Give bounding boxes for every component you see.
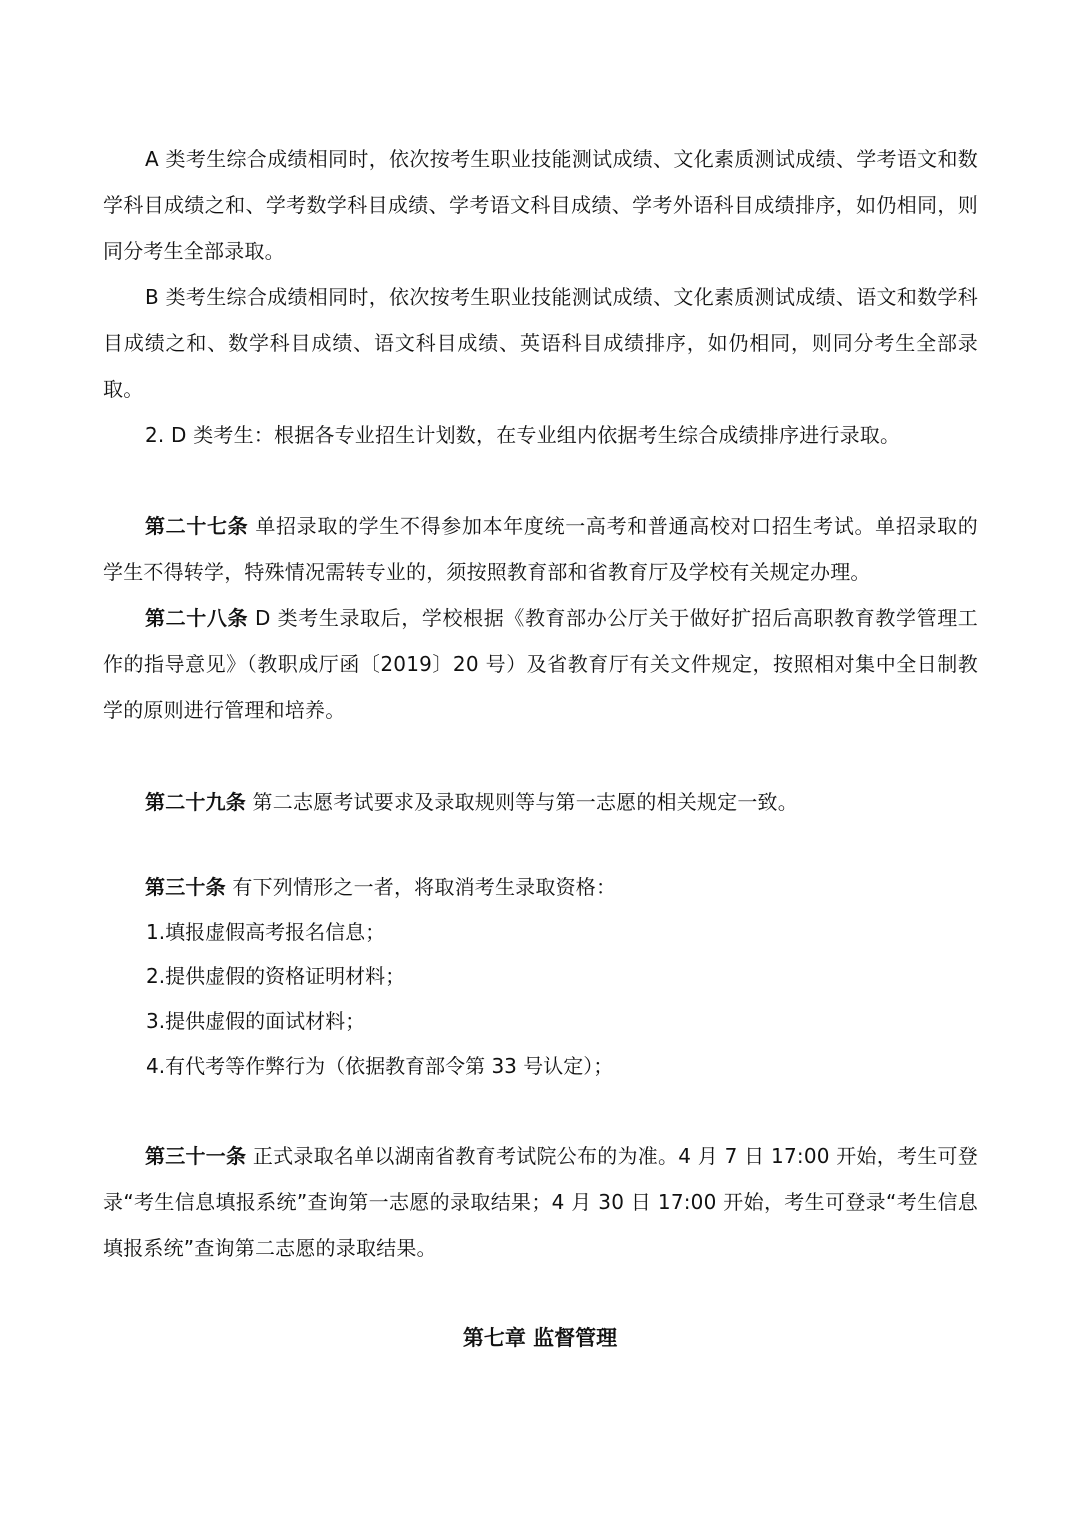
- article-29-heading: 第二十九条: [145, 790, 246, 814]
- article-30-item-4: 4.有代考等作弊行为（依据教育部令第 33 号认定）；: [146, 1054, 614, 1078]
- article-30: [103, 864, 978, 910]
- article-29-text: 第二志愿考试要求及录取规则等与第一志愿的相关规定一致。: [246, 790, 798, 814]
- article-28-heading: 第二十八条: [145, 606, 249, 630]
- article-27-heading: 第二十七条: [145, 514, 249, 538]
- paragraph-class-b-tiebreak: B 类考生综合成绩相同时，依次按考生职业技能测试成绩、文化素质测试成绩、语文和数学科目成绩之和、数学科目成绩、语文科目成绩、英语科目成绩排序，如仍相同，则同分考生全部录取。: [103, 285, 978, 401]
- article-31-text: 正式录取名单以湖南省教育考试院公布的为准。4 月 7 日 17:00 开始，考生可登录“考生信息填报系统”查询第一志愿的录取结果；4 月 30 日 17:00 开始，考生可登录“考生信息填报系统”查询第二志愿的录取结果。: [103, 1144, 978, 1260]
- article-31-heading: 第三十一条: [145, 1144, 247, 1168]
- article-28: [103, 595, 978, 733]
- article-30-text: 有下列情形之一者，将取消考生录取资格：: [225, 875, 617, 899]
- paragraph-class-d-admission: 2. D 类考生：根据各专业招生计划数，在专业组内依据考生综合成绩排序进行录取。: [145, 423, 901, 447]
- article-30-item-3: 3.提供虚假的面试材料；: [146, 1009, 366, 1033]
- paragraph-class-a-tiebreak: A 类考生综合成绩相同时，依次按考生职业技能测试成绩、文化素质测试成绩、学考语文和数学科目成绩之和、学考数学科目成绩、学考语文科目成绩、学考外语科目成绩排序，如仍相同，则同分考生全部录取。: [103, 147, 978, 263]
- article-29: [103, 779, 978, 825]
- article-30-item-2: 2.提供虚假的资格证明材料；: [146, 964, 406, 988]
- article-30-heading: 第三十条: [145, 875, 226, 899]
- article-27: [103, 503, 978, 595]
- article-28-text: D 类考生录取后，学校根据《教育部办公厅关于做好扩招后高职教育教学管理工作的指导意见》（教职成厅函〔2019〕20 号）及省教育厅有关文件规定，按照相对集中全日制教学的原则进行管理和培养。: [103, 606, 979, 722]
- article-30-item-1: 1.填报虚假高考报名信息；: [146, 920, 386, 944]
- article-31: [103, 1133, 978, 1271]
- chapter-7-title: 第七章 监督管理: [462, 1326, 618, 1350]
- article-27-text: 单招录取的学生不得参加本年度统一高考和普通高校对口招生考试。单招录取的学生不得转学，特殊情况需转专业的，须按照教育部和省教育厅及学校有关规定办理。: [103, 514, 979, 584]
